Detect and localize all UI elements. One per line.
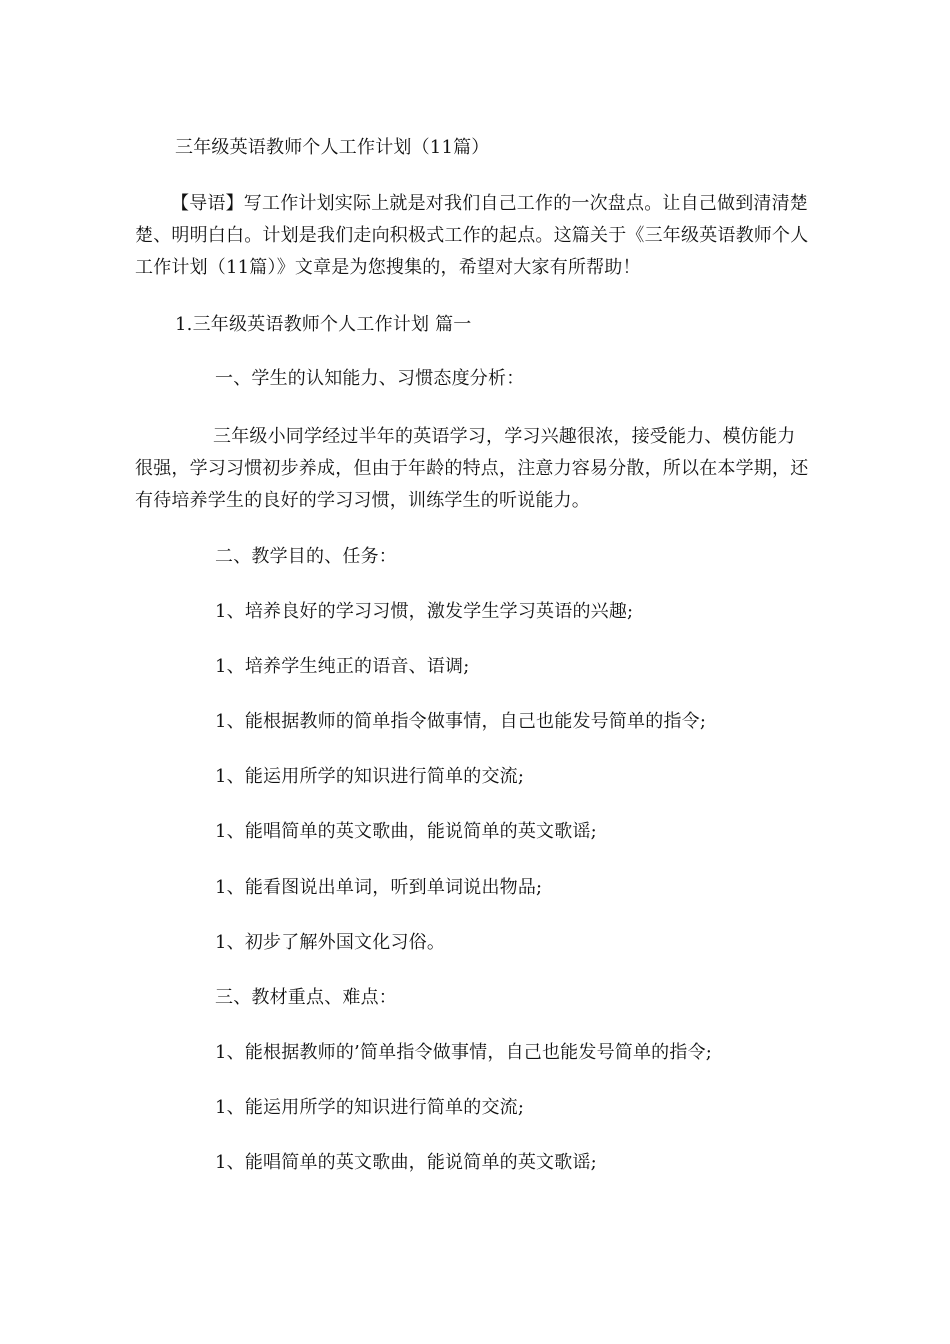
heading-key-points: 三、教材重点、难点：: [215, 987, 397, 1008]
key-point-item: 1、能根据教师的’简单指令做事情，自己也能发号简单的指令;: [215, 1042, 713, 1063]
goal-item: 1、能根据教师的简单指令做事情，自己也能发号简单的指令;: [215, 711, 707, 732]
intro-paragraph: 【导语】写工作计划实际上就是对我们自己工作的一次盘点。让自己做到清清楚楚、明明白白。计划是我们走向积极式工作的起点。这篇关于《三年级英语教师个人工作计划（11篇）》文章是为您搜集的，希望对大家有所帮助！: [135, 193, 809, 278]
goal-item: 1、初步了解外国文化习俗。: [215, 932, 446, 953]
goal-item: 1、培养学生纯正的语音、语调;: [215, 656, 470, 677]
analysis-paragraph: 三年级小同学经过半年的英语学习，学习兴趣很浓，接受能力、模仿能力很强，学习习惯初步养成，但由于年龄的特点，注意力容易分散，所以在本学期，还有待培养学生的良好的学习习惯，训练学生的听说能力。: [135, 426, 809, 511]
goal-item: 1、能唱简单的英文歌曲，能说简单的英文歌谣;: [215, 821, 597, 842]
goal-item: 1、培养良好的学习习惯，激发学生学习英语的兴趣;: [215, 601, 634, 622]
heading-goals: 二、教学目的、任务：: [215, 546, 397, 567]
key-point-item: 1、能运用所学的知识进行简单的交流;: [215, 1097, 525, 1118]
goal-item: 1、能看图说出单词，听到单词说出物品;: [215, 877, 543, 898]
goal-item: 1、能运用所学的知识进行简单的交流;: [215, 766, 525, 787]
heading-analysis: 一、学生的认知能力、习惯态度分析：: [215, 368, 525, 389]
document-title: 三年级英语教师个人工作计划（11篇）: [175, 137, 490, 158]
key-point-item: 1、能唱简单的英文歌曲，能说简单的英文歌谣;: [215, 1152, 597, 1173]
section-title: 1.三年级英语教师个人工作计划 篇一: [175, 314, 472, 335]
